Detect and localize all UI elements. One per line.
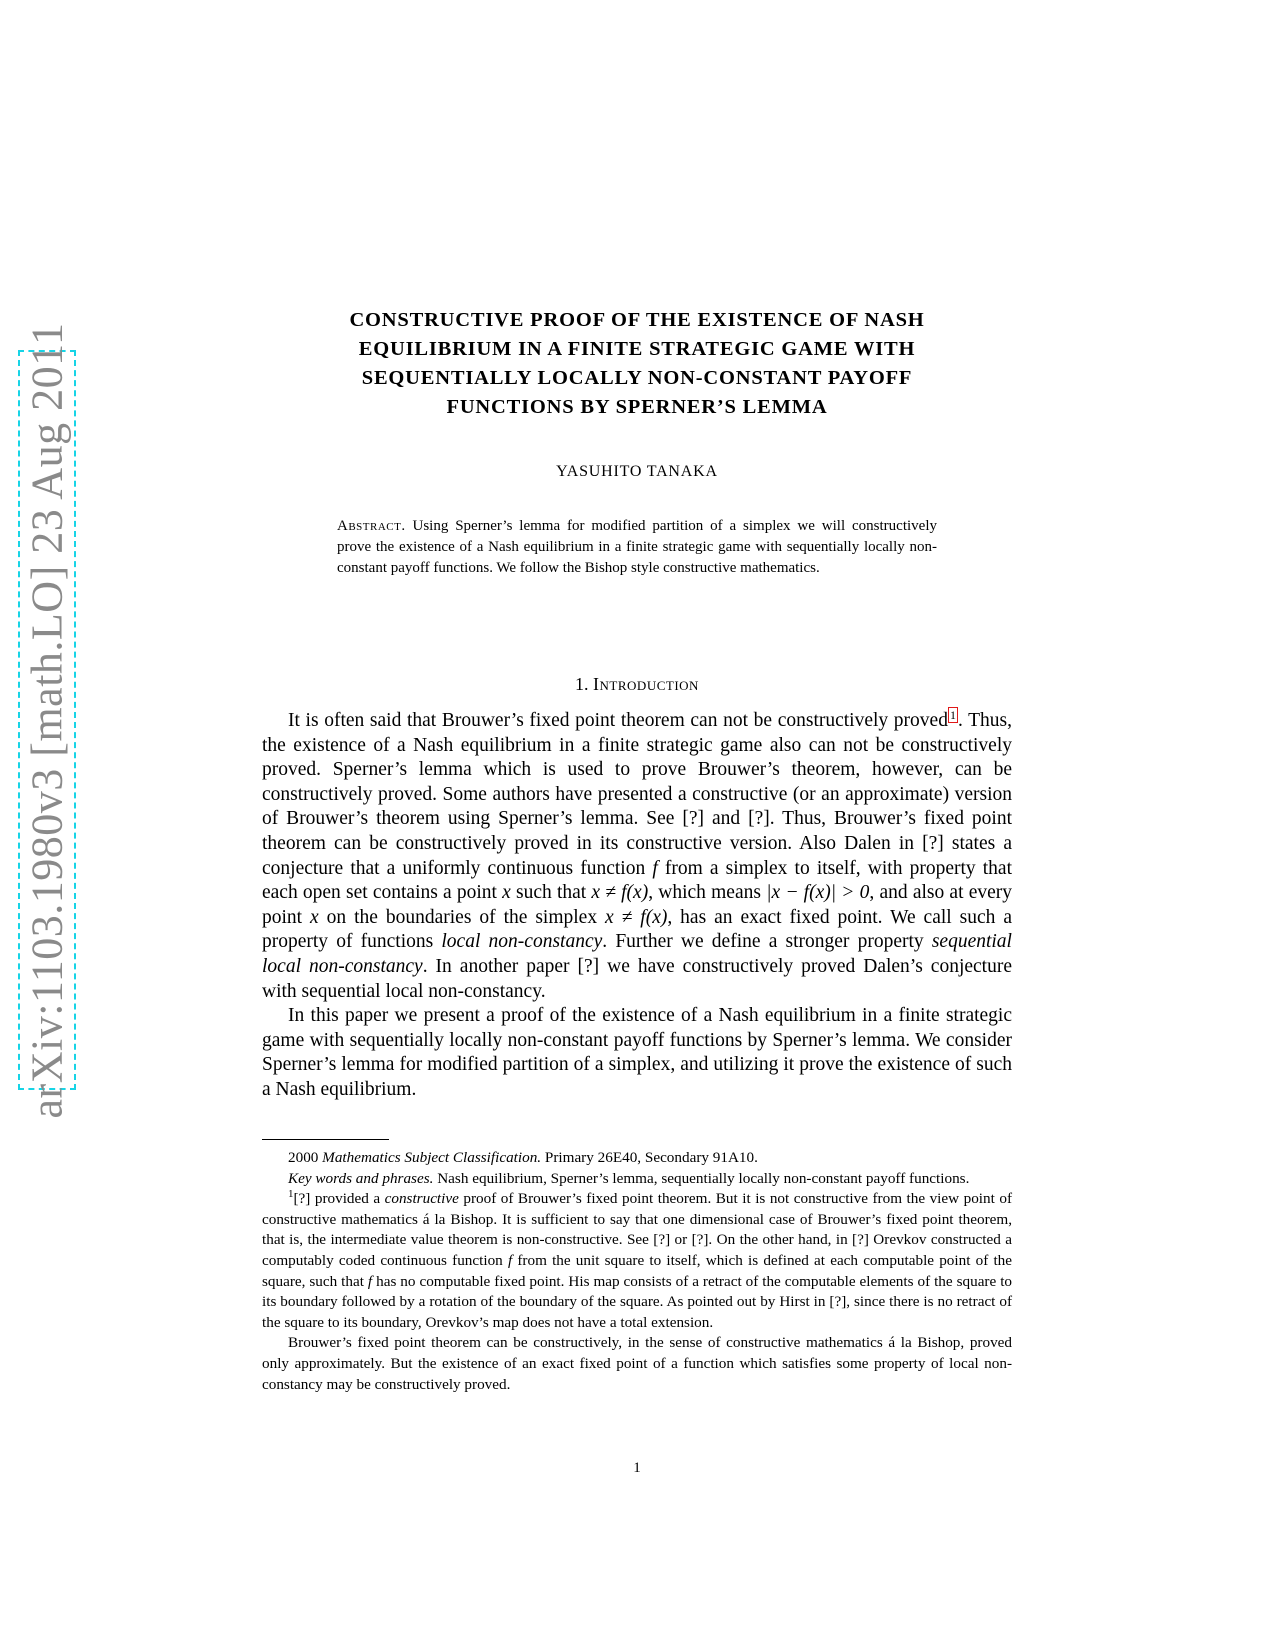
text-run: from a simplex to itself, with property that each open set contains a point bbox=[262, 857, 1012, 904]
msc-label: Mathematics Subject Classification. bbox=[322, 1149, 542, 1166]
math-var: f bbox=[507, 1251, 513, 1269]
abstract bbox=[337, 516, 937, 579]
text-run: proof of Brouwer’s fixed point theorem. But it is not constructive from the view point of constructive mathematics á la Bishop. It is sufficient to say that one dimensional case of Brouwer’s fixed point theorem, that is, the intermediate value theorem is non-constructive. See [?] or [?]. On the other hand, in [?] Orevkov constructed a computably coded continuous function bbox=[262, 1190, 1012, 1269]
body-paragraph: In this paper we present a proof of the existence of a Nash equilibrium in a finite strategic game with sequentially locally non-constant payoff functions by Sperner’s lemma. We consider Sperner’s lemma for modified partition of a simplex, and utilizing it prove the existence of such a Nash equilibrium. bbox=[262, 1005, 1012, 1100]
text-run: such that bbox=[510, 882, 592, 904]
math-expression: x ≠ f(x) bbox=[591, 882, 649, 904]
msc-text: Primary 26E40, Secondary 91A10. bbox=[544, 1149, 758, 1166]
section-title: Introduction bbox=[593, 674, 699, 694]
author-name: YASUHITO TANAKA bbox=[556, 463, 718, 480]
text-run: , has an exact fixed point. We call such a property of functions bbox=[262, 906, 1012, 953]
text-run: has no computable fixed point. His map consists of a retract of the computable elements of the square to its boundary followed by a rotation of the boundary of the square. As pointed out by Hirst in [?], since there is no retract of the square to its boundary, Orevkov’s map does not have a total extension. bbox=[262, 1272, 1013, 1331]
math-var: f bbox=[652, 857, 658, 879]
section-number: 1. bbox=[575, 674, 589, 694]
section-heading bbox=[262, 674, 1012, 695]
emphasis: sequential local non-constancy bbox=[262, 931, 1012, 977]
title-line: SEQUENTIALLY LOCALLY NON-CONSTANT PAYOFF bbox=[361, 367, 913, 389]
msc-classification bbox=[262, 1148, 1012, 1169]
text-run: . Thus, the existence of a Nash equilibrium in a finite strategic game also can not be constructively proved. Sperner’s lemma which is used to prove Brouwer’s theorem, however, can be constructively proved. Some authors have presented a constructive (or an approximate) version of Brouwer’s theorem using Sperner’s lemma. See [?] and [?]. Thus, Brouwer’s fixed point theorem can be constructively proved in its constructive version. Also Dalen in [?] states a conjecture that a uniformly continuous function bbox=[262, 710, 1012, 879]
text-run: from the unit square to itself, which is defined at each computable point of the square, such that bbox=[262, 1251, 1012, 1290]
keywords-text: Nash equilibrium, Sperner’s lemma, sequentially locally non-constant payoff functions. bbox=[437, 1169, 970, 1187]
text-run: . In another paper [?] we have constructively proved Dalen’s conjecture with sequential local non-constancy. bbox=[262, 955, 1012, 1002]
footnote-marker: 1 bbox=[288, 1188, 294, 1201]
footnote-rule bbox=[262, 1139, 389, 1140]
body-text bbox=[262, 709, 1012, 1103]
emphasis: constructive bbox=[384, 1190, 459, 1208]
arxiv-identifier-stamp bbox=[18, 322, 76, 1118]
page-number: 1 bbox=[633, 1460, 641, 1476]
msc-year: 2000 bbox=[288, 1149, 319, 1166]
math-expression: x ≠ f(x) bbox=[605, 906, 668, 928]
text-run: It is often said that Brouwer’s fixed point theorem can not be constructively proved bbox=[288, 710, 948, 731]
math-var: x bbox=[502, 882, 511, 904]
math-var: f bbox=[367, 1272, 373, 1290]
title-line: CONSTRUCTIVE PROOF OF THE EXISTENCE OF NASH bbox=[349, 309, 925, 331]
footnote-1-continued: Brouwer’s fixed point theorem can be constructively, in the sense of constructive mathematics á la Bishop, proved only approximately. But the existence of an exact fixed point of a function which satisfies some property of local non-constancy may be constructively proved. bbox=[262, 1334, 1012, 1393]
body-paragraph bbox=[262, 709, 1012, 1004]
title-line: FUNCTIONS BY SPERNER’S LEMMA bbox=[446, 396, 828, 418]
paper-title bbox=[262, 306, 1012, 422]
footnote-link[interactable]: 1 bbox=[949, 707, 956, 722]
text-run: , which means bbox=[648, 882, 767, 904]
text-run: on the boundaries of the simplex bbox=[318, 906, 606, 928]
text-run: . Further we define a stronger property bbox=[602, 931, 932, 953]
abstract-text: Using Sperner’s lemma for modified partition of a simplex we will constructively prove the existence of a Nash equilibrium in a finite strategic game with sequentially locally non-constant payoff functions. We follow the Bishop style constructive mathematics. bbox=[337, 518, 937, 576]
text-run: [?] provided a bbox=[293, 1190, 385, 1208]
math-expression: |x − f(x)| > 0 bbox=[766, 882, 870, 904]
text-run: , and also at every point bbox=[262, 882, 1012, 928]
footnotes bbox=[262, 1148, 1012, 1395]
title-line: EQUILIBRIUM IN A FINITE STRATEGIC GAME WITH bbox=[358, 338, 916, 360]
abstract-label: Abstract. bbox=[337, 518, 406, 534]
math-var: x bbox=[310, 906, 319, 928]
keywords bbox=[262, 1169, 1012, 1190]
emphasis: local non-constancy bbox=[441, 931, 603, 953]
arxiv-identifier-text: arXiv:1103.1980v3 [math.LO] 23 Aug 2011 bbox=[22, 322, 72, 1118]
keywords-label: Key words and phrases. bbox=[288, 1169, 434, 1187]
footnote-1 bbox=[262, 1189, 1012, 1333]
